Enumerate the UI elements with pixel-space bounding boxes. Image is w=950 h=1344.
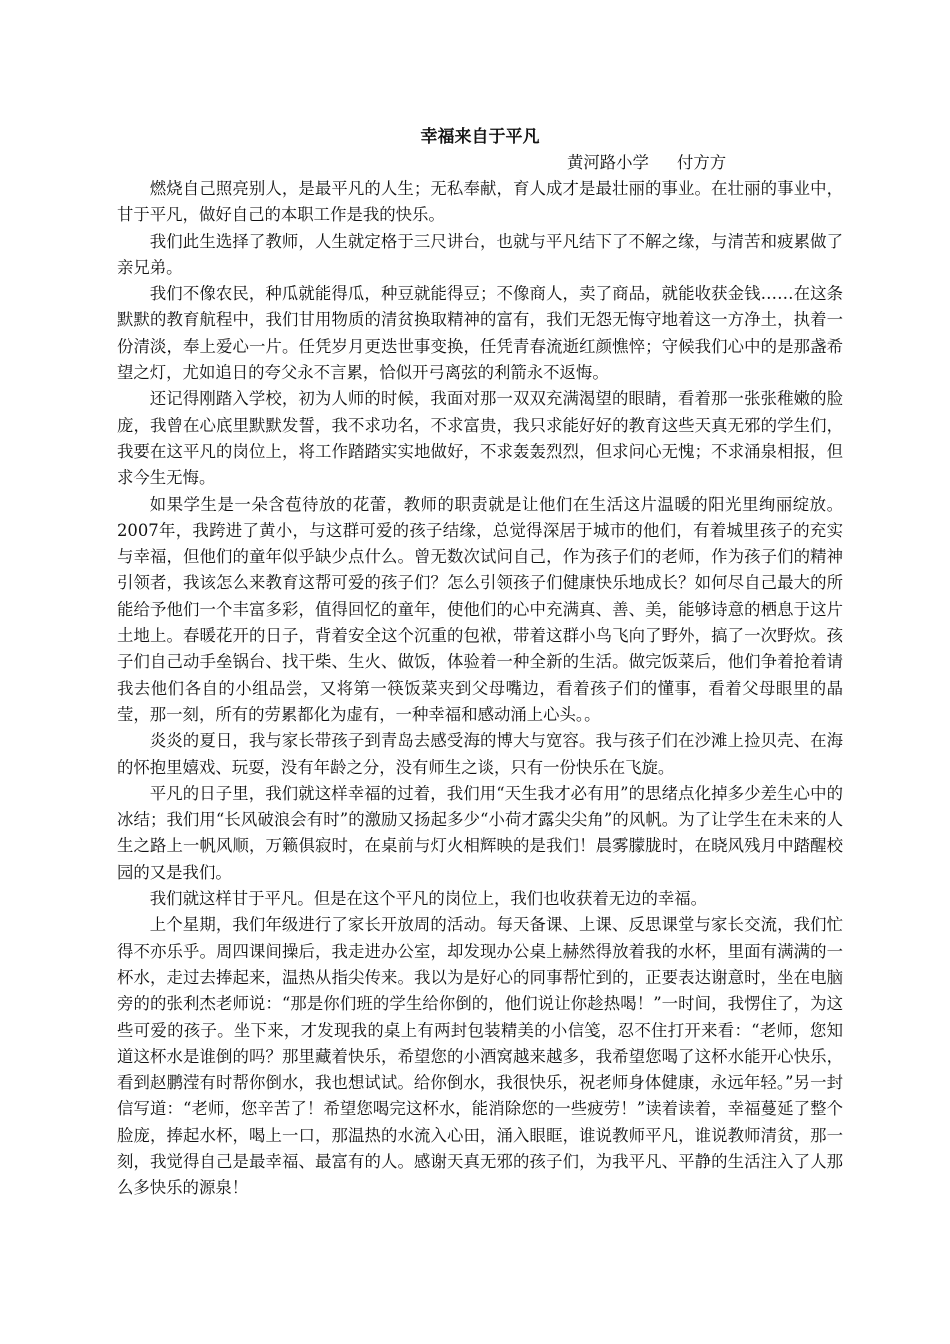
paragraph: 如果学生是一朵含苞待放的花蕾，教师的职责就是让他们在生活这片温暖的阳光里绚丽绽放。2007年，我跨进了黄小，与这群可爱的孩子结缘，总觉得深居于城市的他们，有着城里孩子的充实与幸福，但他们的童年似乎缺少点什么。曾无数次试问自己，作为孩子们的老师，作为孩子们的精神引领者，我该怎么来教育这帮可爱的孩子们？怎么引领孩子们健康快乐地成长？如何尽自己最大的所能给予他们一个丰富多彩，值得回忆的童年，使他们的心中充满真、善、美，能够诗意的栖息于这片土地上。春暖花开的日子，背着安全这个沉重的包袱，带着这群小鸟飞向了野外，搞了一次野炊。孩子们自己动手垒锅台、找干柴、生火、做饭，体验着一种全新的生活。做完饭菜后，他们争着抢着请我去他们各自的小组品尝，又将第一筷饭菜夹到父母嘴边，看着孩子们的懂事，看着父母眼里的晶莹，那一刻，所有的劳累都化为虚有，一种幸福和感动涌上心头。。 [117, 494, 843, 724]
document-title: 幸福来自于平凡 [420, 127, 540, 147]
paragraph: 我们此生选择了教师，人生就定格于三尺讲台，也就与平凡结下了不解之缘，与清苦和疲累做了亲兄弟。 [117, 231, 843, 277]
paragraph: 炎炎的夏日，我与家长带孩子到青岛去感受海的博大与宽容。我与孩子们在沙滩上捡贝壳、在海的怀抱里嬉戏、玩耍，没有年龄之分，没有师生之谈，只有一份快乐在飞旋。 [117, 731, 843, 777]
school-name: 黄河路小学 [567, 153, 649, 172]
author-name: 付方方 [676, 153, 727, 172]
paragraph: 我们就这样甘于平凡。但是在这个平凡的岗位上，我们也收获着无边的幸福。 [149, 889, 708, 909]
paragraph: 我们不像农民，种瓜就能得瓜，种豆就能得豆；不像商人，卖了商品，就能收获金钱……在这条默默的教育航程中，我们甘用物质的清贫换取精神的富有，我们无怨无悔守地着这一方净土，执着一份清淡，奉上爱心一片。任凭岁月更迭世事变换，任凭青春流逝红颜憔悴；守候我们心中的是那盏希望之灯，尤如追日的夸父永不言累，恰似开弓离弦的利箭永不返悔。 [117, 284, 843, 383]
paragraph: 燃烧自己照亮别人，是最平凡的人生；无私奉献，育人成才是最壮丽的事业。在壮丽的事业中，甘于平凡，做好自己的本职工作是我的快乐。 [117, 179, 843, 225]
document-page [117, 124, 843, 1202]
author-line [117, 150, 843, 176]
paragraph: 上个星期，我们年级进行了家长开放周的活动。每天备课、上课、反思课堂与家长交流，我们忙得不亦乐乎。周四课间操后，我走进办公室，却发现办公桌上赫然得放着我的水杯，里面有满满的一杯水，走过去捧起来，温热从指尖传来。我以为是好心的同事帮忙到的，正要表达谢意时，坐在电脑旁的的张利杰老师说：“那是你们班的学生给你倒的，他们说让你趁热喝！”一时间，我愣住了，为这些可爱的孩子。坐下来，才发现我的桌上有两封包装精美的小信笺，忍不住打开来看：“老师，您知道这杯水是谁倒的吗？那里藏着快乐，希望您的小酒窝越来越多，我希望您喝了这杯水能开心快乐，看到赵鹏滢有时帮你倒水，我也想试试。给你倒水，我很快乐，祝老师身体健康，永远年轻。”另一封信写道：“老师，您辛苦了！希望您喝完这杯水，能消除您的一些疲劳！”读着读着，幸福蔓延了整个脸庞，捧起水杯，喝上一口，那温热的水流入心田，涌入眼眶，谁说教师平凡，谁说教师清贫，那一刻，我觉得自己是最幸福、最富有的人。感谢天真无邪的孩子们，为我平凡、平静的生活注入了人那么多快乐的源泉！ [117, 915, 843, 1198]
paragraph: 平凡的日子里，我们就这样幸福的过着，我们用“天生我才必有用”的思绪点化掉多少差生心中的冰结；我们用“长风破浪会有时”的激励又扬起多少“小荷才露尖尖角”的风帆。为了让学生在未来的人生之路上一帆风顺，万籁俱寂时，在桌前与灯火相辉映的是我们！晨雾朦胧时，在晓风残月中踏醒校园的又是我们。 [117, 783, 843, 882]
paragraph: 还记得刚踏入学校，初为人师的时候，我面对那一双双充满渴望的眼睛，看着那一张张稚嫩的脸庞，我曾在心底里默默发誓，我不求功名，不求富贵，我只求能好好的教育这些天真无邪的学生们，我要在这平凡的岗位上，将工作踏踏实实地做好，不求轰轰烈烈，但求问心无愧；不求涌泉相报，但求今生无悔。 [117, 389, 843, 488]
